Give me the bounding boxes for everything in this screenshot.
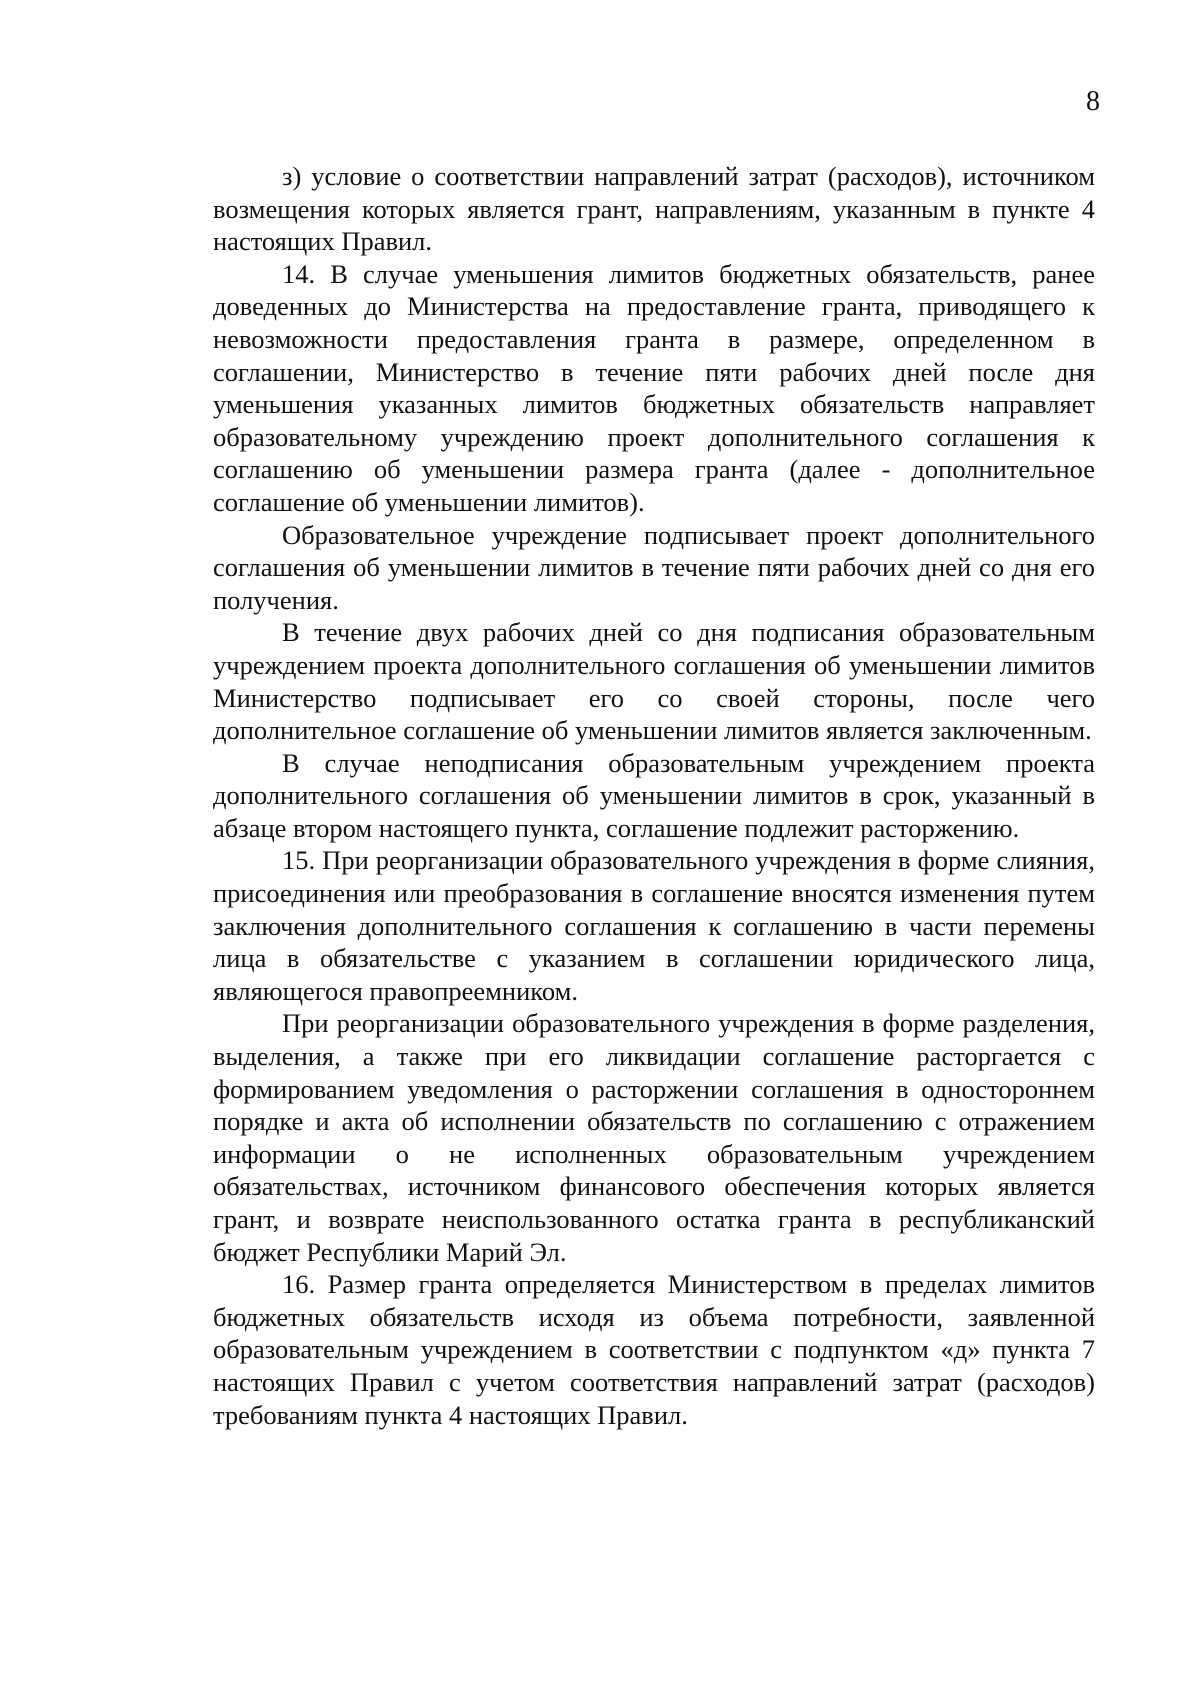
page-number: 8 [1086,86,1100,117]
paragraph-14: 14. В случае уменьшения лимитов бюджетных обязательств, ранее доведенных до Министерства на предоставление гранта, приводящего к невозможности предоставления гранта в размере, определенном в соглашении, Министерство в течение пяти рабочих дней после дня уменьшения указанных лимитов бюджетных обязательств направляет образовательному учреждению проект дополнительного соглашения к соглашению об уменьшении размера гранта (далее - дополнительное соглашение об уменьшении лимитов). [213,258,1095,517]
paragraph-16: 16. Размер гранта определяется Министерством в пределах лимитов бюджетных обязательств исходя из объема потребности, заявленной образовательным учреждением в соответствии с подпунктом «д» пункта 7 настоящих Правил с учетом соответствия направлений затрат (расходов) требованиям пункта 4 настоящих Правил. [213,1269,1095,1430]
paragraph-15-liquidation: При реорганизации образовательного учреждения в форме разделения, выделения, а также при его ликвидации соглашение расторгается с формированием уведомления о расторжении соглашения в одностороннем порядке и акта об исполнении обязательств по соглашению с отражением информации о не исполненных образовательным учреждением обязательствах, источником финансового обеспечения которых является грант, и возврате неиспользованного остатка гранта в республиканский бюджет Республики Марий Эл. [213,1008,1095,1267]
paragraph-14-signing: Образовательное учреждение подписывает проект дополнительного соглашения об уменьшении лимитов в течение пяти рабочих дней со дня его получения. [213,519,1095,615]
paragraph-item-z: з) условие о соответствии направлений затрат (расходов), источником возмещения которых является грант, направлениям, указанным в пункте 4 настоящих Правил. [213,161,1095,257]
paragraph-15: 15. При реорганизации образовательного учреждения в форме слияния, присоединения или преобразования в соглашение вносятся изменения путем заключения дополнительного соглашения к соглашению в части перемены лица в обязательстве с указанием в соглашении юридического лица, являющегося правопреемником. [213,845,1095,1006]
paragraph-14-termination: В случае неподписания образовательным учреждением проекта дополнительного соглашения об уменьшении лимитов в срок, указанный в абзаце втором настоящего пункта, соглашение подлежит расторжению. [213,747,1095,843]
document-body [213,160,1095,1431]
paragraph-14-ministry-signing: В течение двух рабочих дней со дня подписания образовательным учреждением проекта дополнительного соглашения об уменьшении лимитов Министерство подписывает его со своей стороны, после чего дополнительное соглашение об уменьшении лимитов является заключенным. [213,617,1095,746]
